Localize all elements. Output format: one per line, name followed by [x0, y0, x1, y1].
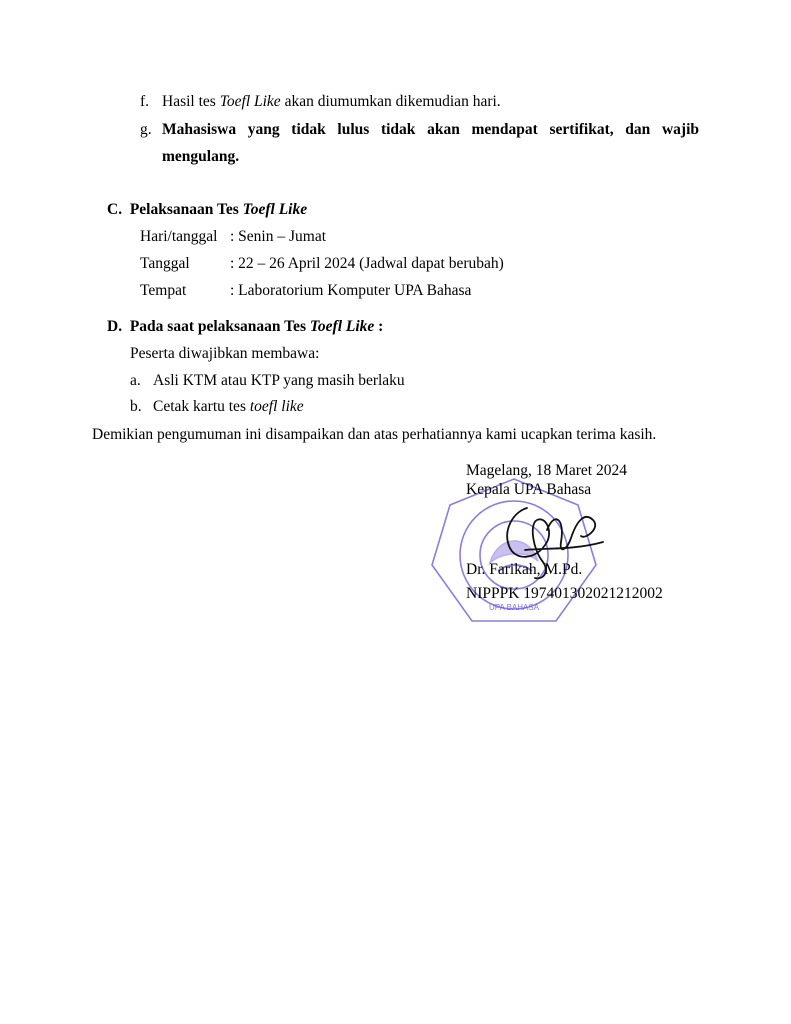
- section-d-heading-italic: Toefl Like: [309, 318, 375, 335]
- section-c-heading-italic: Toefl Like: [242, 201, 308, 218]
- schedule-label-day: Hari/tanggal: [140, 228, 218, 245]
- list-item-a-text: Asli KTM atau KTP yang masih berlaku: [153, 372, 405, 389]
- list-item-b-text: [153, 398, 304, 416]
- signature-position: Kepala UPA Bahasa: [466, 481, 592, 498]
- list-item-b-letter: b.: [130, 398, 142, 415]
- section-c-heading: [107, 201, 307, 219]
- list-item-b-italic: toefl like: [249, 398, 304, 415]
- list-item-a-letter: a.: [130, 372, 141, 389]
- signature-name: Dr. Farikah, M.Pd.: [466, 561, 583, 578]
- signature-place-date: Magelang, 18 Maret 2024: [466, 462, 627, 479]
- list-item-f-text-a: Hasil tes: [162, 93, 220, 110]
- list-item-b-text-main: Cetak kartu tes: [153, 398, 250, 415]
- schedule-label-date: Tanggal: [140, 255, 190, 272]
- list-item-g-letter: g.: [140, 121, 152, 138]
- schedule-value-date: : 22 – 26 April 2024 (Jadwal dapat berubah): [230, 255, 504, 272]
- list-item-f-text: [162, 93, 501, 111]
- list-item-g-line1: Mahasiswa yang tidak lulus tidak akan mendapat sertifikat, dan wajib: [162, 121, 699, 138]
- list-item-f-italic: Toefl Like: [219, 93, 281, 110]
- list-item-f-letter: f.: [140, 93, 150, 110]
- schedule-value-place: : Laboratorium Komputer UPA Bahasa: [230, 282, 472, 299]
- section-c-heading-text: C. Pelaksanaan Tes: [107, 201, 243, 218]
- section-d-heading: [107, 318, 383, 336]
- schedule-value-day: : Senin – Jumat: [230, 228, 327, 245]
- section-d-heading-colon: :: [374, 318, 384, 335]
- closing-paragraph: Demikian pengumuman ini disampaikan dan atas perhatiannya kami ucapkan terima kasih.: [92, 426, 657, 443]
- section-d-heading-text: D. Pada saat pelaksanaan Tes: [107, 318, 310, 335]
- list-item-g-line2: mengulang.: [162, 148, 240, 165]
- list-item-f-text-b: akan diumumkan dikemudian hari.: [280, 93, 501, 110]
- stamp-bottom-text: UPA BAHASA: [488, 603, 540, 612]
- section-d-intro: Peserta diwajibkan membawa:: [130, 345, 320, 362]
- signature-id: NIPPPK 197401302021212002: [466, 585, 663, 602]
- schedule-label-place: Tempat: [140, 282, 187, 299]
